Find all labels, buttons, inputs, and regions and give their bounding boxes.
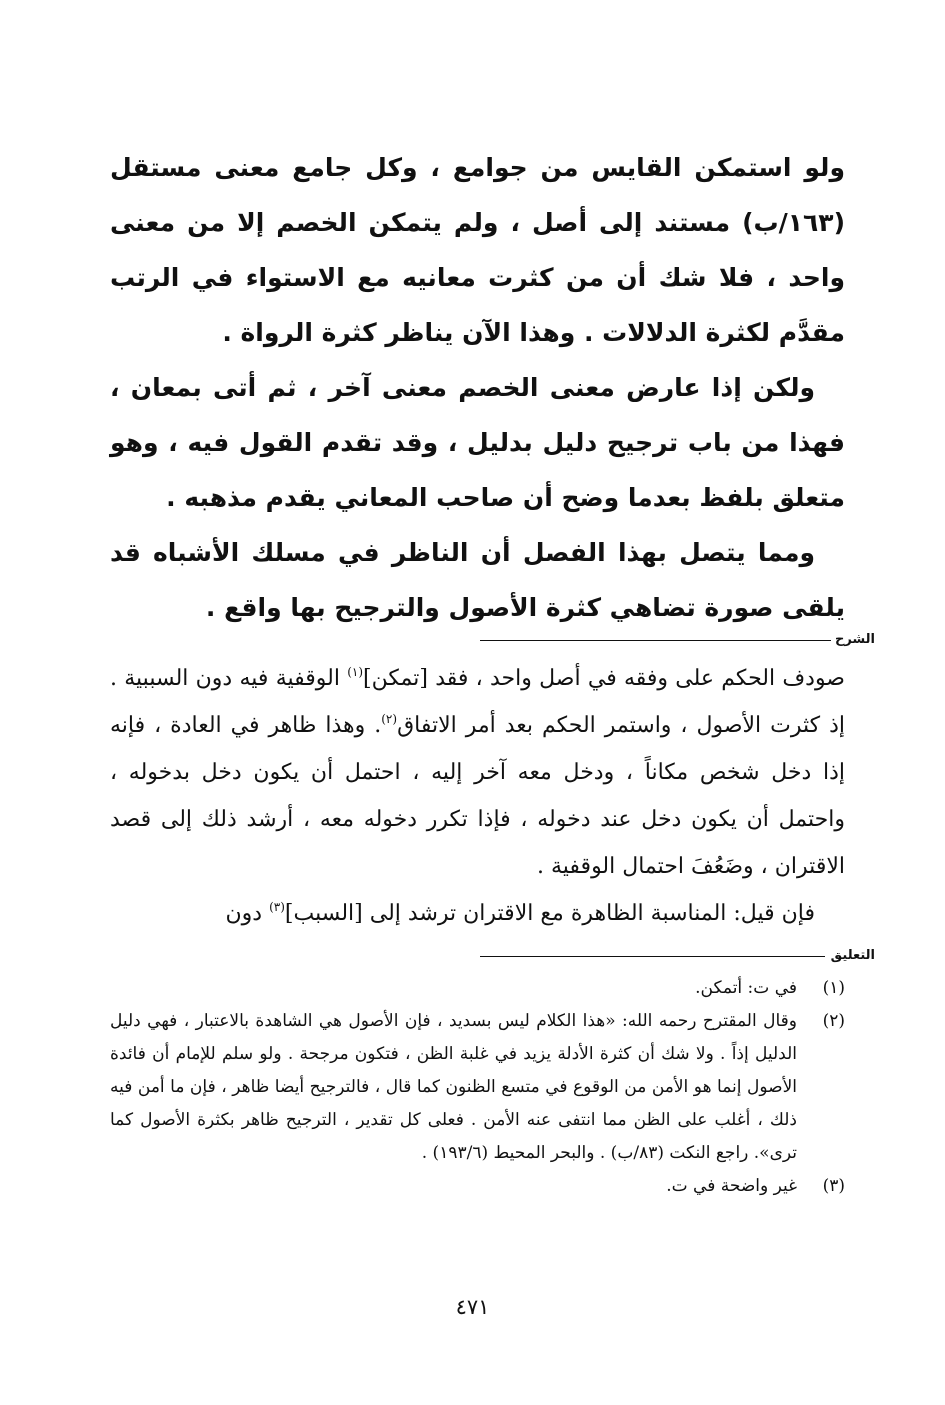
footnote-text: غير واضحة في ت. bbox=[666, 1176, 797, 1196]
commentary-text: صودف الحكم على وفقه في أصل واحد ، فقد [تمكن] bbox=[363, 666, 845, 691]
footnote-3 bbox=[110, 1170, 845, 1203]
footnote-number: (٣) bbox=[822, 1176, 845, 1196]
commentary-paragraph-2 bbox=[110, 890, 845, 937]
taliq-rule-line bbox=[480, 956, 825, 957]
commentary-paragraph-1 bbox=[110, 655, 845, 890]
footnote-text: في ت: أتمكن. bbox=[695, 978, 797, 998]
commentary-text: دون bbox=[225, 901, 270, 926]
commentary-text: الوقفية فيه دون السببية . إذ كثرت الأصول ، واستمر الحكم بعد أمر الاتفاق bbox=[110, 666, 845, 738]
footnote-ref-3: (٣) bbox=[269, 900, 285, 914]
footnotes-block bbox=[110, 972, 845, 1203]
footnote-1 bbox=[110, 972, 845, 1005]
sharh-rule-line bbox=[480, 640, 831, 641]
footnote-number: (٢) bbox=[822, 1011, 845, 1031]
footnote-2 bbox=[110, 1005, 845, 1170]
sharh-label: الشرح bbox=[834, 632, 875, 647]
taliq-separator bbox=[480, 948, 875, 968]
footnote-number: (١) bbox=[822, 978, 845, 998]
sharh-separator bbox=[480, 632, 875, 652]
page-number: ٤٧١ bbox=[455, 1295, 490, 1319]
taliq-label: التعليق bbox=[830, 948, 875, 963]
commentary-text: . وهذا ظاهر في العادة ، فإنه إذا دخل شخص مكاناً ، ودخل معه آخر إليه ، احتمل أن يكون دخل بدخوله ، واحتمل أن يكون دخل عند دخوله ، فإذا تكرر دخوله معه ، أرشد ذلك إلى قصد الاقتران ، وضَعُفَ احتمال الوقفية . bbox=[110, 713, 845, 879]
footnote-ref-1: (١) bbox=[347, 665, 364, 679]
main-paragraph-3: ومما يتصل بهذا الفصل أن الناظر في مسلك الأشباه قد يلقى صورة تضاهي كثرة الأصول والترجيح بها واقع . bbox=[110, 538, 845, 622]
main-paragraph-1: ولو استمكن القايس من جوامع ، وكل جامع معنى مستقل (١٦٣/ب) مستند إلى أصل ، ولم يتمكن الخصم إلا من معنى واحد ، فلا شك أن من كثرت معانيه مع الاستواء في الرتب مقدَّم لكثرة الدلالات . وهذا الآن يناظر كثرة الرواة . bbox=[110, 153, 845, 347]
main-paragraph-2: ولكن إذا عارض معنى الخصم معنى آخر ، ثم أتى بمعان ، فهذا من باب ترجيح دليل بدليل ، وقد تقدم القول فيه ، وهو متعلق بلفظ بعدما وضح أن صاحب المعاني يقدم مذهبه . bbox=[110, 373, 845, 512]
commentary-text: فإن قيل: المناسبة الظاهرة مع الاقتران ترشد إلى [السبب] bbox=[284, 901, 815, 926]
main-text-block bbox=[110, 140, 845, 635]
commentary-block bbox=[110, 655, 845, 937]
footnote-ref-2: (٢) bbox=[381, 712, 398, 726]
footnote-text: وقال المقترح رحمه الله: «هذا الكلام ليس بسديد ، فإن الأصول هي الشاهدة بالاعتبار ، فهي دليل الدليل إذاً . ولا شك أن كثرة الأدلة يزيد في غلبة الظن ، فتكون مرجحة . ولو سلم للإمام أن فائدة الأصول إنما هو الأمن من الوقوع في متسع الظنون كما قال ، فالترجيح أيضا ظاهر ، فإن ما أمن فيه ذلك ، أغلب على الظن مما انتفى عنه الأمن . فعلى كل تقدير ، الترجيح ظاهر بكثرة الأصول كما ترى». راجع النكت (٨٣/ب) . والبحر المحيط (١٩٣/٦) . bbox=[110, 1011, 797, 1163]
